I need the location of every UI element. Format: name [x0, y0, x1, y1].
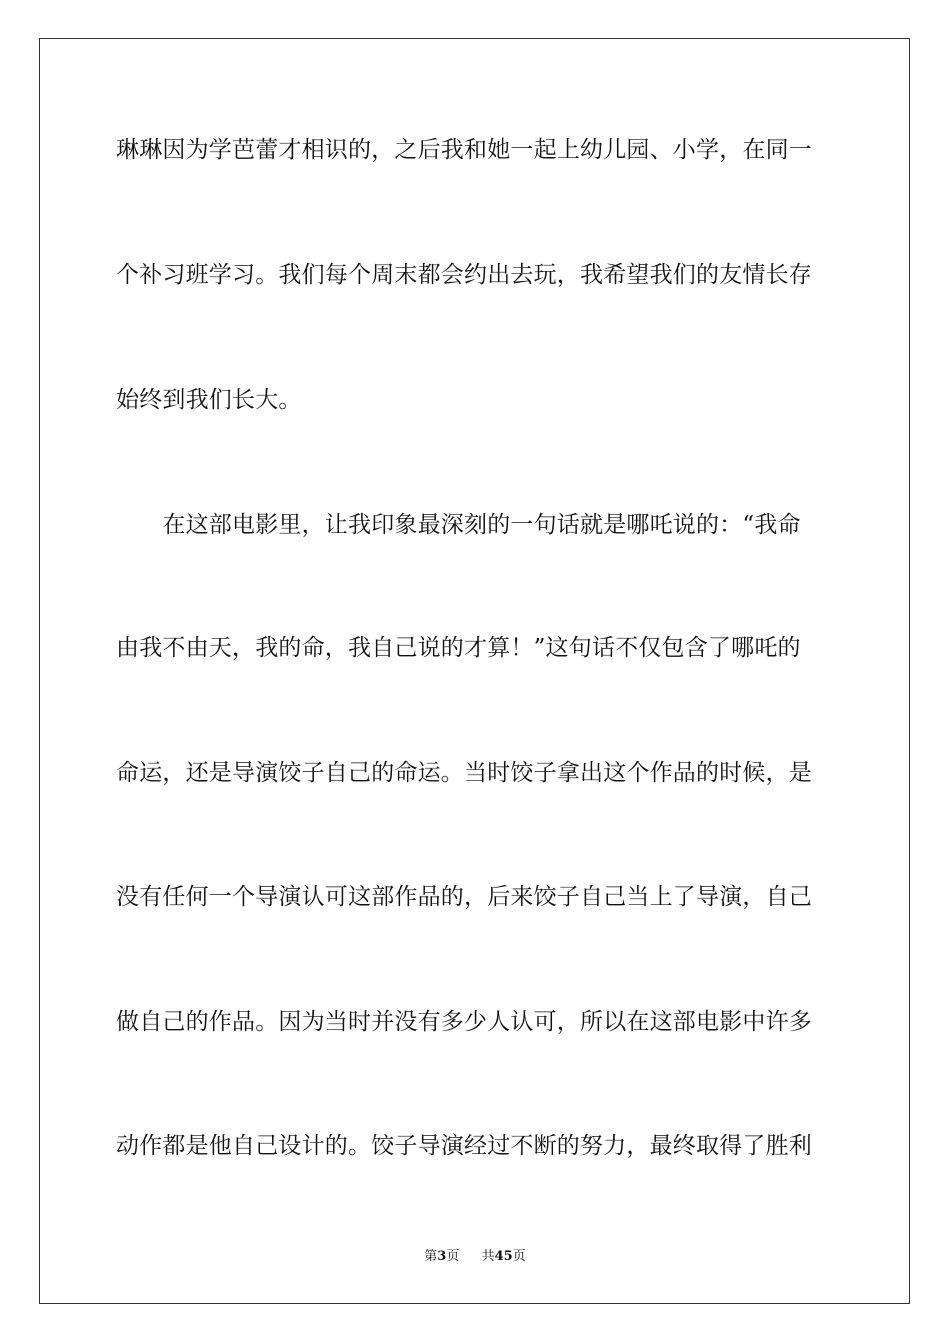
footer-total-prefix: 共: [481, 1249, 495, 1264]
footer-total-pages: 45: [494, 1249, 513, 1264]
text-line-9: 动作都是他自己设计的。饺子导演经过不断的努力，最终取得了胜利: [116, 1133, 812, 1159]
footer-page-prefix: 第: [424, 1249, 438, 1264]
text-line-4: 在这部电影里，让我印象最深刻的一句话就是哪吒说的：“我命: [116, 512, 801, 538]
text-line-1: 琳琳因为学芭蕾才相识的，之后我和她一起上幼儿园、小学，在同一: [116, 137, 812, 163]
text-line-8: 做自己的作品。因为当时并没有多少人认可，所以在这部电影中许多: [116, 1009, 812, 1035]
text-line-5: 由我不由天，我的命，我自己说的才算！”这句话不仅包含了哪吒的: [116, 635, 801, 661]
page-footer: [0, 1248, 950, 1266]
text-line-6: 命运，还是导演饺子自己的命运。当时饺子拿出这个作品的时候，是: [116, 760, 812, 786]
footer-total-suffix: 页: [512, 1249, 526, 1264]
footer-page-number: 3: [437, 1249, 447, 1264]
page-border: [39, 38, 910, 1304]
footer-page-suffix: 页: [446, 1249, 460, 1264]
text-line-2: 个补习班学习。我们每个周末都会约出去玩，我希望我们的友情长存: [116, 262, 812, 288]
text-line-3: 始终到我们长大。: [116, 387, 302, 413]
text-line-7: 没有任何一个导演认可这部作品的，后来饺子自己当上了导演，自己: [116, 884, 812, 910]
